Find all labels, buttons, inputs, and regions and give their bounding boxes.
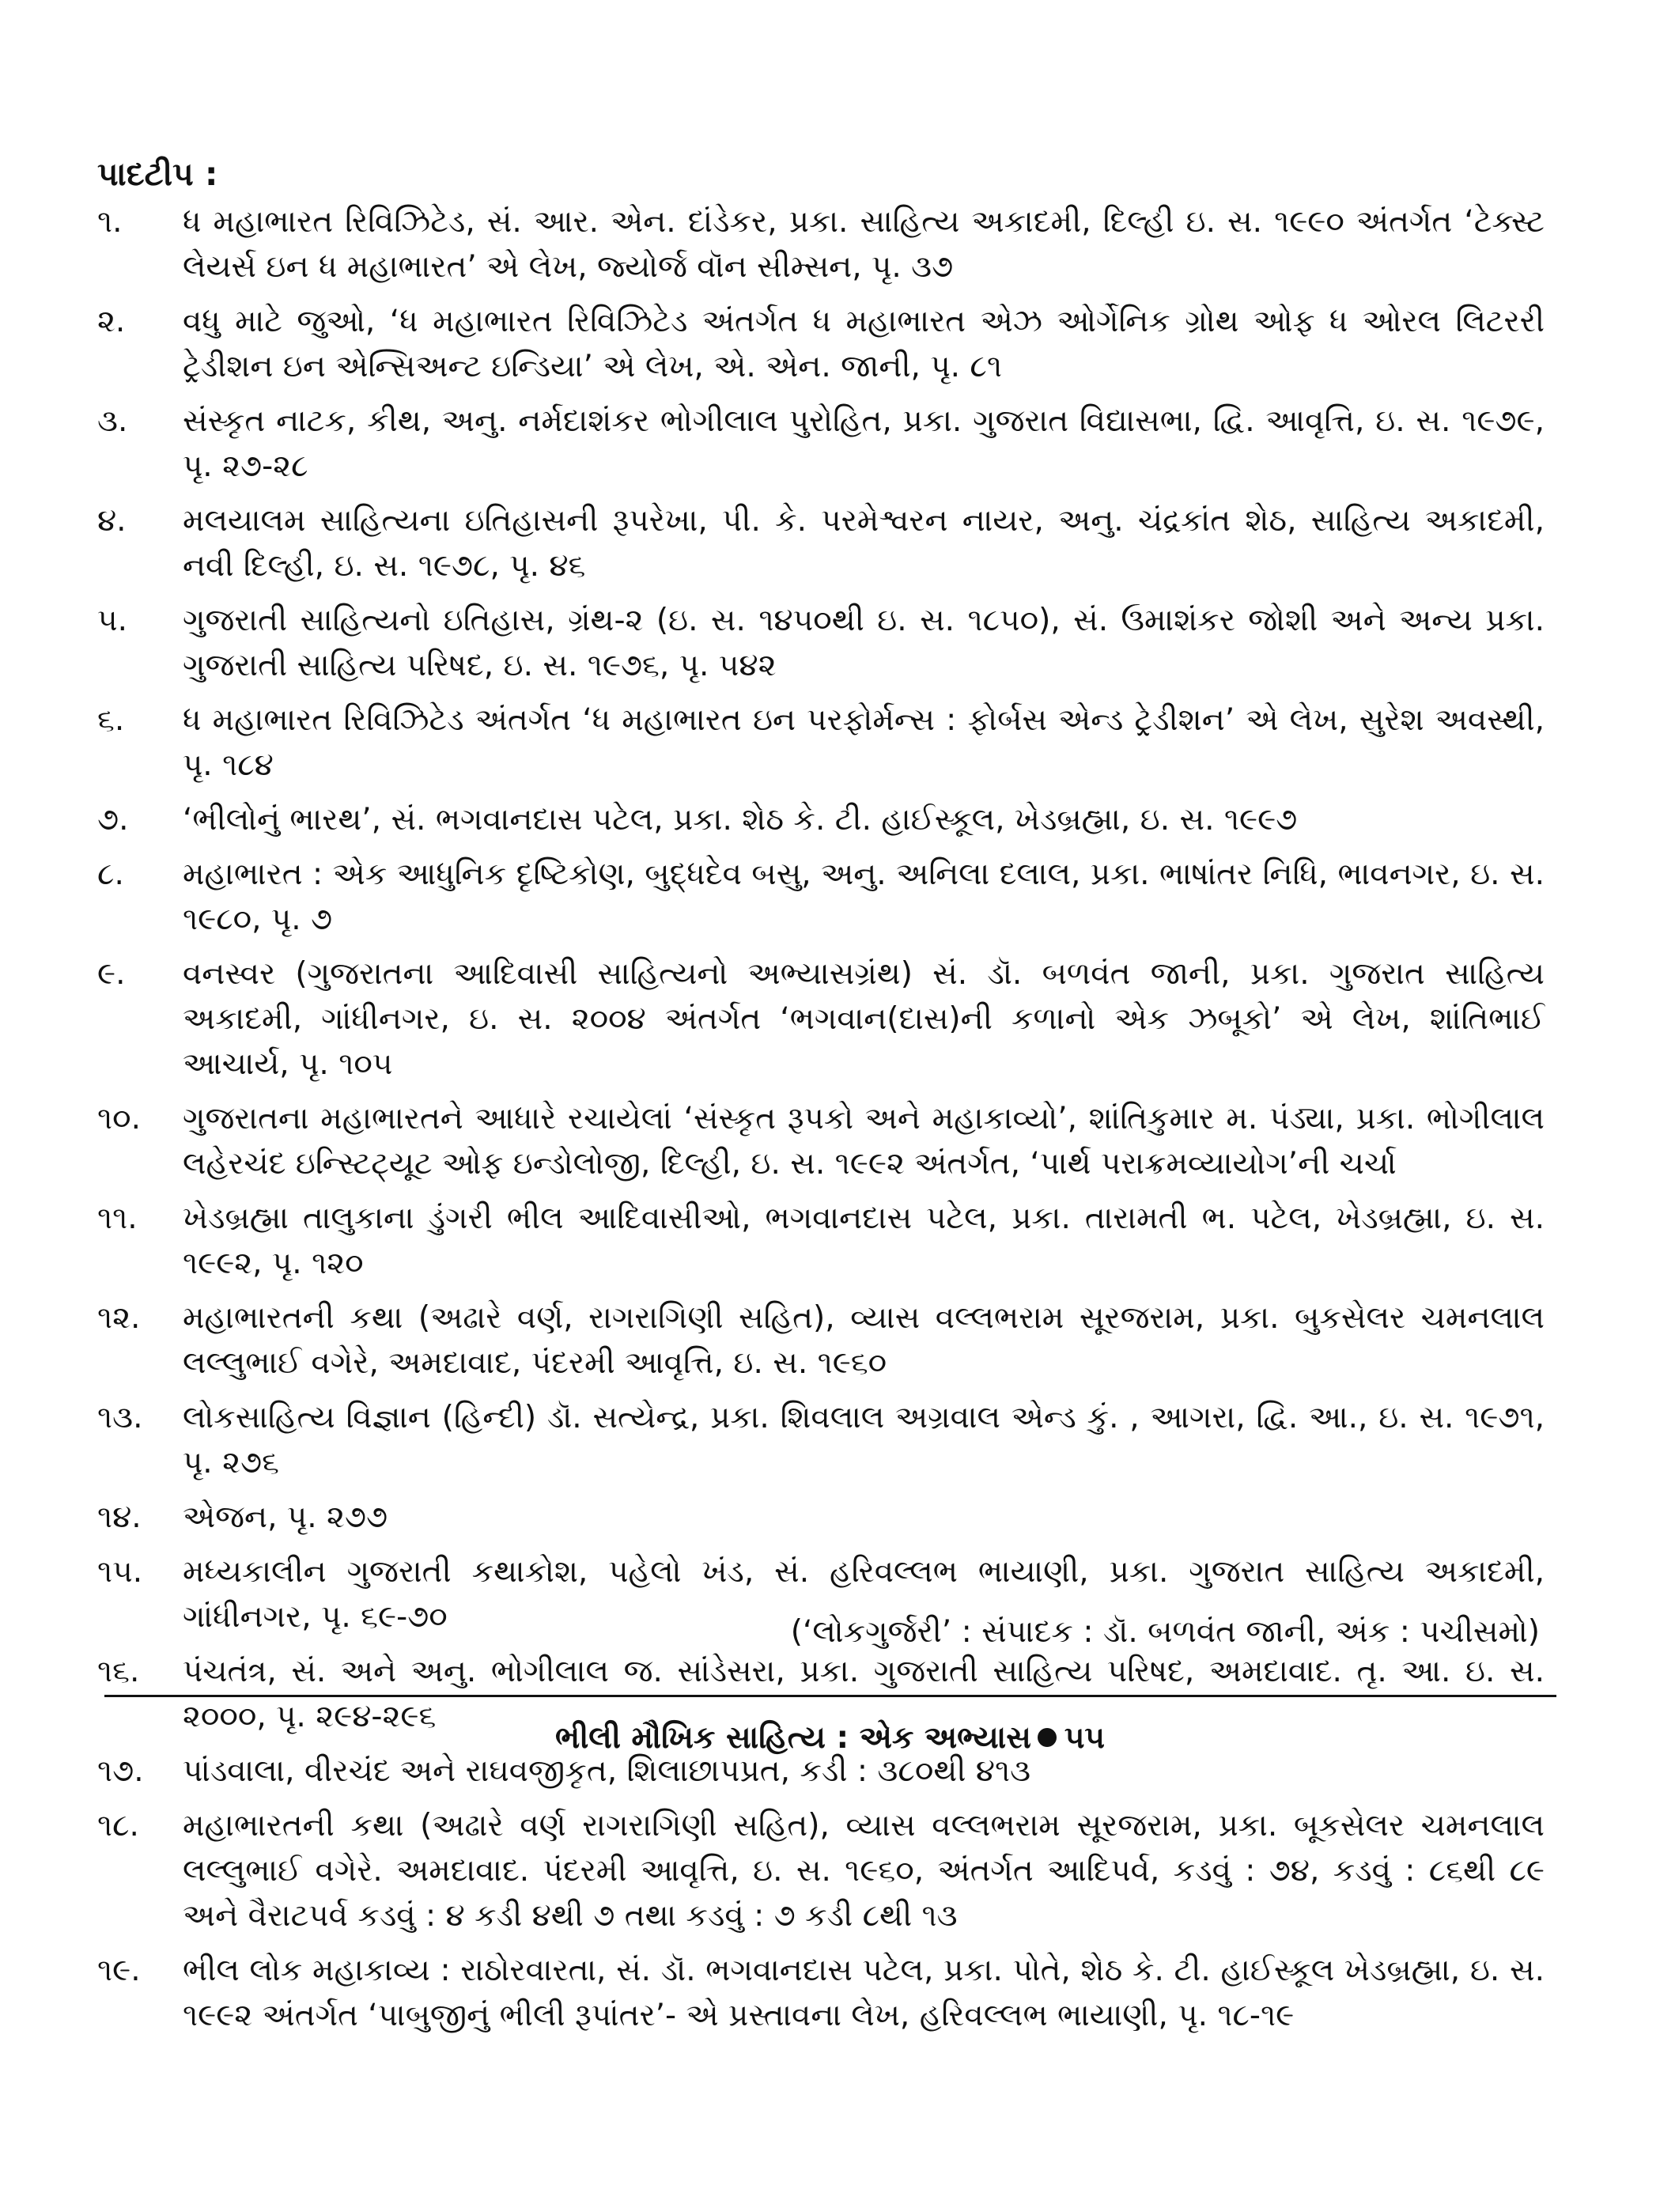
footnote-item (97, 1395, 1545, 1485)
footnote-number: ૧૯. (97, 1953, 141, 1988)
footnotes-heading: પાદટીપ : (97, 155, 218, 193)
footnote-item (97, 951, 1545, 1087)
page-number: ૫૫ (1064, 1720, 1106, 1756)
footnote-number: ૭. (97, 802, 129, 838)
footnote-item (97, 299, 1545, 389)
footnote-number: ૧૭. (97, 1753, 144, 1789)
footnote-number: ૫. (97, 603, 128, 638)
footnote-number: ૧૬. (97, 1654, 140, 1689)
footnotes-list (97, 199, 1545, 2048)
footnote-number: ૧૨. (97, 1300, 141, 1336)
footnote-item (97, 1495, 1545, 1540)
footnote-number: ૧. (97, 204, 123, 240)
footnote-text: ધ મહાભારત રિવિઝિટેડ, સં. આર. એન. દાંડેકર, પ્રકા. સાહિત્ય અકાદમી, દિલ્હી ઇ. સ. ૧૯૯૦ અંતર્ગત ‘ટેક્સ્ટ લેયર્સ ઇન ધ મહાભારત’ એ લેખ, જ્યોર્જ વૉન સીમ્સન, પૃ. ૩૭ (183, 204, 1545, 285)
footnote-text: મહાભારતની કથા (અઢારે વર્ણ, રાગરાગિણી સહિત), વ્યાસ વલ્લભરામ સૂરજરામ, પ્રકા. બુકસેલર ચમનલાલ લલ્લુભાઈ વગેરે, અમદાવાદ, પંદરમી આવૃત્તિ, ઇ. સ. ૧૯૬૦ (183, 1300, 1545, 1381)
footnote-item (97, 1948, 1545, 2038)
footnote-number: ૪. (97, 503, 127, 539)
footnote-text: પંચતંત્ર, સં. અને અનુ. ભોગીલાલ જ. સાંડેસરા, પ્રકા. ગુજરાતી સાહિત્ય પરિષદ, અમદાવાદ. તૃ. આ. ઇ. સ. ૨૦૦૦, પૃ. ૨૯૪-૨૯૬ (183, 1654, 1545, 1734)
footnote-item (97, 1196, 1545, 1286)
footnote-number: ૧૮. (97, 1808, 139, 1843)
footer-divider (104, 1695, 1556, 1697)
footnote-number: ૯. (97, 956, 126, 992)
footnote-text: ધ મહાભારત રિવિઝિટેડ અંતર્ગત ‘ધ મહાભારત ઇન પરફોર્મન્સ : ફોર્બસ એન્ડ ટ્રેડીશન’ એ લેખ, સુરેશ અવસ્થી, પૃ. ૧૮૪ (183, 702, 1545, 783)
footnote-text: મધ્યકાલીન ગુજરાતી કથાકોશ, પહેલો ખંડ, સં. હરિવલ્લભ ભાયાણી, પ્રકા. ગુજરાત સાહિત્ય અકાદમી, ગાંધીનગર, પૃ. ૬૯-૭૦ (183, 1554, 1545, 1635)
footnote-text: સંસ્કૃત નાટક, કીથ, અનુ. નર્મદાશંકર ભોગીલાલ પુરોહિત, પ્રકા. ગુજરાત વિદ્યાસભા, દ્વિ. આવૃત્તિ, ઇ. સ. ૧૯૭૯, પૃ. ૨૭-૨૮ (183, 403, 1545, 484)
footnote-item (97, 1803, 1545, 1938)
footnote-item (97, 797, 1545, 842)
footnote-item (97, 199, 1545, 289)
footnote-text: મલયાલમ સાહિત્યના ઇતિહાસની રૂપરેખા, પી. કે. પરમેશ્વરન નાયર, અનુ. ચંદ્રકાંત શેઠ, સાહિત્ય અકાદમી, નવી દિલ્હી, ઇ. સ. ૧૯૭૮, પૃ. ૪૬ (183, 503, 1545, 584)
page-footer (0, 1715, 1660, 1762)
footnote-text: મહાભારતની કથા (અઢારે વર્ણ રાગરાગિણી સહિત), વ્યાસ વલ્લભરામ સૂરજરામ, પ્રકા. બૂકસેલર ચમનલાલ લલ્લુભાઈ વગેરે. અમદાવાદ. પંદરમી આવૃત્તિ, ઇ. સ. ૧૯૬૦, અંતર્ગત આદિપર્વ, કડવું : ૭૪, કડવું : ૮૬થી ૮૯ અને વૈરાટપર્વ કડવું : ૪ કડી ૪થી ૭ તથા કડવું : ૭ કડી ૮થી ૧૩ (183, 1808, 1545, 1934)
footnote-item (97, 1295, 1545, 1386)
footnote-text: એજન, પૃ. ૨૭૭ (183, 1499, 388, 1535)
footnote-number: ૧૩. (97, 1400, 143, 1435)
footnote-number: ૧૧. (97, 1201, 138, 1236)
footnote-text: મહાભારત : એક આધુનિક દૃષ્ટિકોણ, બુદ્ધદેવ બસુ, અનુ. અનિલા દલાલ, પ્રકા. ભાષાંતર નિધિ, ભાવનગર, ઇ. સ. ૧૯૮૦, પૃ. ૭ (183, 856, 1545, 937)
footnote-item (97, 598, 1545, 688)
footnote-text: ગુજરાતના મહાભારતને આધારે રચાયેલાં ‘સંસ્કૃત રૂપકો અને મહાકાવ્યો’, શાંતિકુમાર મ. પંડ્યા, પ્રકા. ભોગીલાલ લહેરચંદ ઇન્સ્ટિટ્યૂટ ઓફ ઇન્ડોલોજી, દિલ્હી, ઇ. સ. ૧૯૯૨ અંતર્ગત, ‘પાર્થ પરાક્રમવ્યાયોગ’ની ચર્ચા (183, 1101, 1545, 1182)
footnote-item (97, 1096, 1545, 1186)
footnote-number: ૮. (97, 856, 124, 892)
footnote-item (97, 698, 1545, 788)
footnote-text: ‘ભીલોનું ભારથ’, સં. ભગવાનદાસ પટેલ, પ્રકા. શેઠ કે. ટી. હાઈસ્કૂલ, ખેડબ્રહ્મા, ઇ. સ. ૧૯૯૭ (183, 802, 1298, 838)
footnote-item (97, 399, 1545, 489)
footnote-text: પાંડવાલા, વીરચંદ અને રાઘવજીકૃત, શિલાછાપપ્રત, કડી : ૩૮૦થી ૪૧૩ (183, 1753, 1031, 1789)
footnote-text: ખેડબ્રહ્મા તાલુકાના ડુંગરી ભીલ આદિવાસીઓ, ભગવાનદાસ પટેલ, પ્રકા. તારામતી ભ. પટેલ, ખેડબ્રહ્મા, ઇ. સ. ૧૯૯૨, પૃ. ૧૨૦ (183, 1201, 1545, 1281)
footnote-number: ૩. (97, 403, 128, 439)
footnote-item (97, 852, 1545, 942)
source-credit: (‘લોકગુર્જરી’ : સંપાદક : ડૉ. બળવંત જાની, અંક : પચીસમો) (790, 1614, 1540, 1650)
footnote-number: ૧૫. (97, 1554, 143, 1590)
book-title: ભીલી મૌખિક સાહિત્ય : એક અભ્યાસ (554, 1720, 1031, 1756)
footnote-text: ભીલ લોક મહાકાવ્ય : રાઠોરવારતા, સં. ડૉ. ભગવાનદાસ પટેલ, પ્રકા. પોતે, શેઠ કે. ટી. હાઈસ્કૂલ ખેડબ્રહ્મા, ઇ. સ. ૧૯૯૨ અંતર્ગત ‘પાબુજીનું ભીલી રૂપાંતર’- એ પ્રસ્તાવના લેખ, હરિવલ્લભ ભાયાણી, પૃ. ૧૮-૧૯ (183, 1953, 1545, 2033)
footnote-text: વનસ્વર (ગુજરાતના આદિવાસી સાહિત્યનો અભ્યાસગ્રંથ) સં. ડૉ. બળવંત જાની, પ્રકા. ગુજરાત સાહિત્ય અકાદમી, ગાંધીનગર, ઇ. સ. ૨૦૦૪ અંતર્ગત ‘ભગવાન(દાસ)ની કળાનો એક ઝબૂકો’ એ લેખ, શાંતિભાઈ આચાર્ય, પૃ. ૧૦૫ (183, 956, 1545, 1082)
footnote-number: ૧૪. (97, 1499, 142, 1535)
footnote-number: ૧૦. (97, 1101, 141, 1136)
bullet-icon (1038, 1728, 1057, 1747)
footnote-number: ૬. (97, 702, 125, 738)
footnote-item (97, 498, 1545, 588)
footnote-text: વધુ માટે જુઓ, ‘ધ મહાભારત રિવિઝિટેડ અંતર્ગત ધ મહાભારત એઝ ઓર્ગેનિક ગ્રોથ ઓફ ધ ઓરલ લિટરરી ટ્રેડીશન ઇન એન્સિઅન્ટ ઇન્ડિયા’ એ લેખ, એ. એન. જાની, પૃ. ૮૧ (183, 304, 1545, 384)
footnote-text: લોકસાહિત્ય વિજ્ઞાન (હિન્દી) ડૉ. સત્યેન્દ્ર, પ્રકા. શિવલાલ અગ્રવાલ એન્ડ કું. , આગરા, દ્વિ. આ., ઇ. સ. ૧૯૭૧, પૃ. ૨૭૬ (183, 1400, 1545, 1480)
footnote-number: ૨. (97, 304, 126, 339)
footnote-text: ગુજરાતી સાહિત્યનો ઇતિહાસ, ગ્રંથ-૨ (ઇ. સ. ૧૪૫૦થી ઇ. સ. ૧૮૫૦), સં. ઉમાશંકર જોશી અને અન્ય પ્રકા. ગુજરાતી સાહિત્ય પરિષદ, ઇ. સ. ૧૯૭૬, પૃ. ૫૪૨ (183, 603, 1545, 683)
